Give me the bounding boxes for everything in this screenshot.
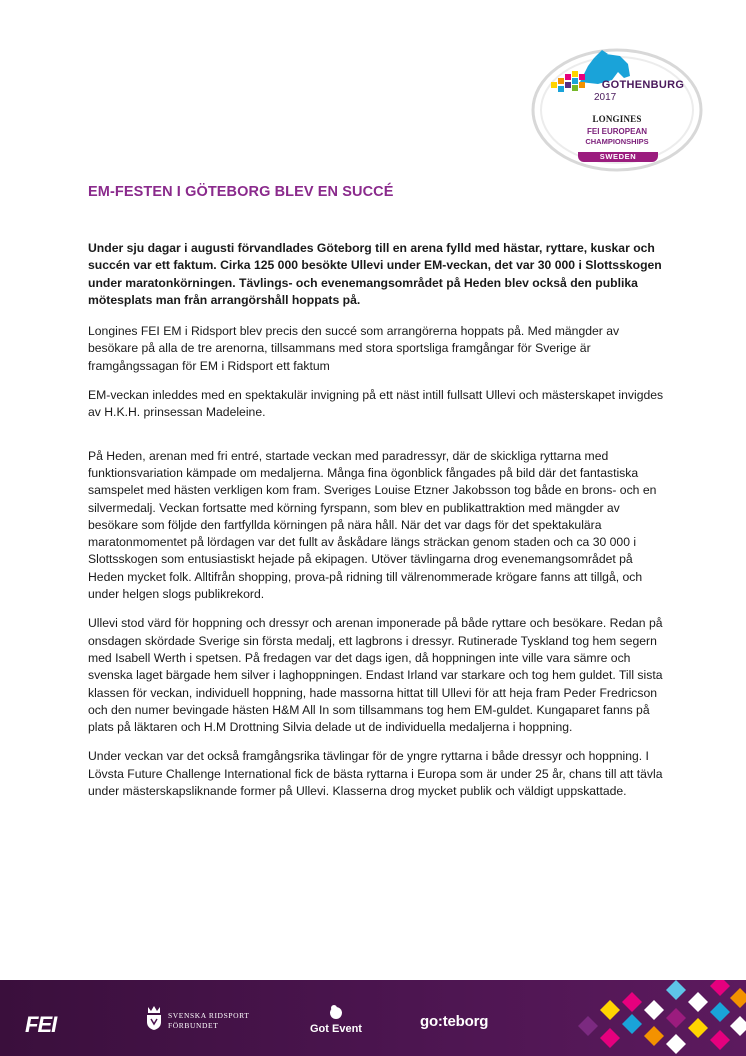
- article-body: [88, 240, 668, 812]
- goteborg-logo: go:teborg: [420, 1013, 489, 1030]
- logo-championships-line: CHAMPIONSHIPS: [585, 137, 649, 146]
- fei-logo: FEI: [25, 1012, 57, 1037]
- article-paragraph-1: Longines FEI EM i Ridsport blev precis den succé som arrangörerna hoppats på. Med mängder av besökare på alla de tre arenorna, tillsammans med stora sportsliga framgångar för Sverige är framgångssagan för EM i Ridsport ett faktum: [88, 324, 620, 373]
- srf-logo-line1: SVENSKA RIDSPORT: [168, 1011, 250, 1020]
- diamond-pattern-decoration: [560, 980, 746, 1056]
- article-lead: Under sju dagar i augusti förvandlades Göteborg till en arena fylld med hästar, ryttare, kuskar och succén var ett faktum. Cirka 125 000 besökte Ullevi under EM-veckan, det var 30 000 i Slottsskogen under maratonkörningen. Tävlings- och evenemangsområdet på Heden blev också den publika mötesplats man från arrangörshåll hoppats på.: [88, 241, 662, 307]
- logo-fei-line: FEI EUROPEAN: [586, 127, 647, 136]
- logo-sponsor: LONGINES: [592, 114, 642, 124]
- article-paragraph-3: På Heden, arenan med fri entré, startade veckan med paradressyr, där de skickliga ryttarna med funktionsvariation kämpade om medaljerna. Många fina ögonblick fångades på bild där det fantastiska samspelet med hästen verkligen kom fram. Sveriges Louise Etzner Jakobsson tog både en brons- och en silvermedalj. Veckan fortsatte med körning fyrspann, som blev en publikattraktion med mängder av besökare som följde den fartfyllda körningen på nära håll. När det var dags för det spektakulära maratonmomentet på lördagen var det fullt av åskådare längs sträckan genom staden och ca 30 000 i Slottsskogen som entusiastiskt hejade på ekipagen. Utöver tävlingarna drog evenemangsområdet på Heden mycket folk. Alltifrån shopping, prova-på ridning till välrenommerade krögare fanns att tillgå, och under helgen slogs publikrekord.: [88, 448, 657, 602]
- got-event-icon: [329, 1004, 343, 1020]
- footer-sponsor-band: [0, 980, 746, 1056]
- got-event-logo: Got Event: [310, 1023, 362, 1035]
- championship-logo: [528, 44, 706, 174]
- crown-shield-icon: [144, 1005, 164, 1031]
- article-headline: EM-FESTEN I GÖTEBORG BLEV EN SUCCÉ: [88, 184, 394, 200]
- article-paragraph-5: Under veckan var det också framgångsrika tävlingar för de yngre ryttarna i både dressyr och hoppning. I Lövsta Future Challenge International fick de bästa ryttarna i Europa som är under 25 år, chans till att tävla under mästerskapsliknande former på Ullevi. Klasserna drog mycket publik och väldigt uppskattade.: [88, 749, 663, 799]
- logo-country: SWEDEN: [599, 152, 637, 161]
- logo-year: 2017: [594, 92, 617, 103]
- article-paragraph-2: EM-veckan inleddes med en spektakulär invigning på ett näst intill fullsatt Ullevi och mästerskapet invigdes av H.K.H. prinsessan Madeleine.: [88, 388, 664, 420]
- article-paragraph-4: Ullevi stod värd för hoppning och dressyr och arenan imponerade på både ryttare och besökare. Redan på onsdagen skördade Sverige sin första medalj, ett lagbrons i dressyr. Rutinerade Tyskland tog hem segern med Isabell Werth i spetsen. På fredagen var det dags igen, då hoppningen inte ville vara sämre och svenska laget bärgade hem silver i laghoppningen. Endast Irland var starkare och tog hem guldet. Till sista klassen för veckan, individuell hoppning, hade massorna hittat till Ullevi för att heja fram Peder Fredricson och den numer bevingade hästen H&M All In som tillsammans tog hem EM-guldet. Kungaparet fanns på plats på läktaren och H.M Drottning Silvia delade ut de individuella medaljerna i hoppning.: [88, 616, 663, 735]
- srf-logo-line2: FÖRBUNDET: [168, 1021, 219, 1030]
- logo-city: GOTHENBURG: [601, 79, 685, 91]
